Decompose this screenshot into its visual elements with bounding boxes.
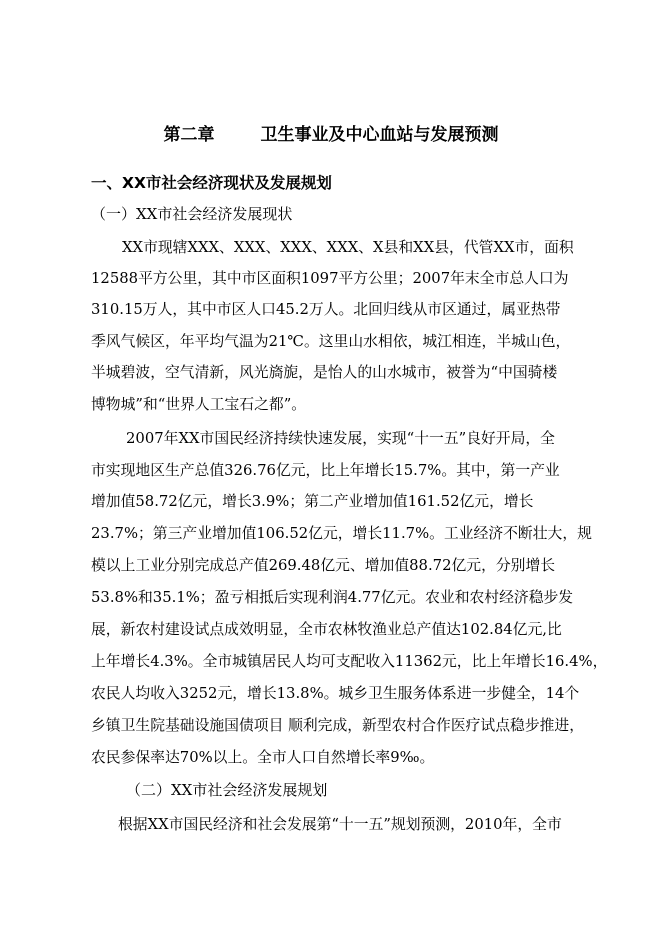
paragraph-line: 23.7%；第三产业增加值106.52亿元，增长11.7%。工业经济不断壮大，规 (91, 525, 592, 542)
paragraph-line: 53.8%和35.1%；盈亏相抵后实现利润4.77亿元。农业和农村经济稳步发 (91, 589, 574, 606)
subsection-heading-2: （二）XX市社会经济发展规划 (126, 781, 328, 799)
chapter-name: 卫生事业及中心血站与发展预测 (260, 125, 499, 145)
paragraph-line: 农民人均收入3252元，增长13.8%。城乡卫生服务体系进一步健全，14个 (91, 685, 580, 702)
section-heading: 一、XX市社会经济现状及发展规划 (91, 174, 332, 192)
paragraph-line: 增加值58.72亿元，增长3.9%；第二产业增加值161.52亿元，增长 (91, 493, 534, 510)
paragraph-line: 乡镇卫生院基础设施国债项目 顺利完成，新型农村合作医疗试点稳步推进， (91, 717, 585, 734)
paragraph-line: 市实现地区生产总值326.76亿元，比上年增长15.7%。其中，第一产业 (91, 462, 560, 479)
paragraph-line: XX市现辖XXX、XXX、XXX、XXX、X县和XX县，代管XX市，面积 (122, 239, 574, 256)
paragraph-line: 农民参保率达70%以上。全市人口自然增长率9‰。 (91, 749, 435, 766)
paragraph-line: 根据XX市国民经济和社会发展第“十一五”规划预测，2010年，全市 (118, 816, 562, 833)
paragraph-line: 展，新农村建设试点成效明显，全市农林牧渔业总产值达102.84亿元,比 (91, 621, 562, 638)
paragraph-line: 12588平方公里，其中市区面积1097平方公里；2007年末全市总人口为 (91, 270, 569, 287)
chapter-title (0, 120, 662, 145)
paragraph-line: 2007年XX市国民经济持续快速发展，实现“十一五”良好开局，全 (126, 430, 555, 447)
paragraph-line: 模以上工业分别完成总产值269.48亿元、增加值88.72亿元，分别增长 (91, 557, 556, 574)
subsection-heading-1: （一）XX市社会经济发展现状 (91, 205, 293, 223)
paragraph-line: 上年增长4.3%。全市城镇居民人均可支配收入11362元，比上年增长16.4%， (91, 653, 608, 670)
paragraph-line: 季风气候区，年平均气温为21℃。这里山水相依，城江相连，半城山色， (91, 333, 571, 350)
paragraph-line: 半城碧波，空气清新，风光旖旎，是怡人的山水城市，被誉为“中国骑楼 (91, 364, 558, 381)
paragraph-line: 博物城”和“世界人工宝石之都”。 (91, 396, 307, 413)
chapter-number: 第二章 (163, 125, 215, 145)
paragraph-line: 310.15万人，其中市区人口45.2万人。北回归线从市区通过，属亚热带 (91, 301, 561, 318)
